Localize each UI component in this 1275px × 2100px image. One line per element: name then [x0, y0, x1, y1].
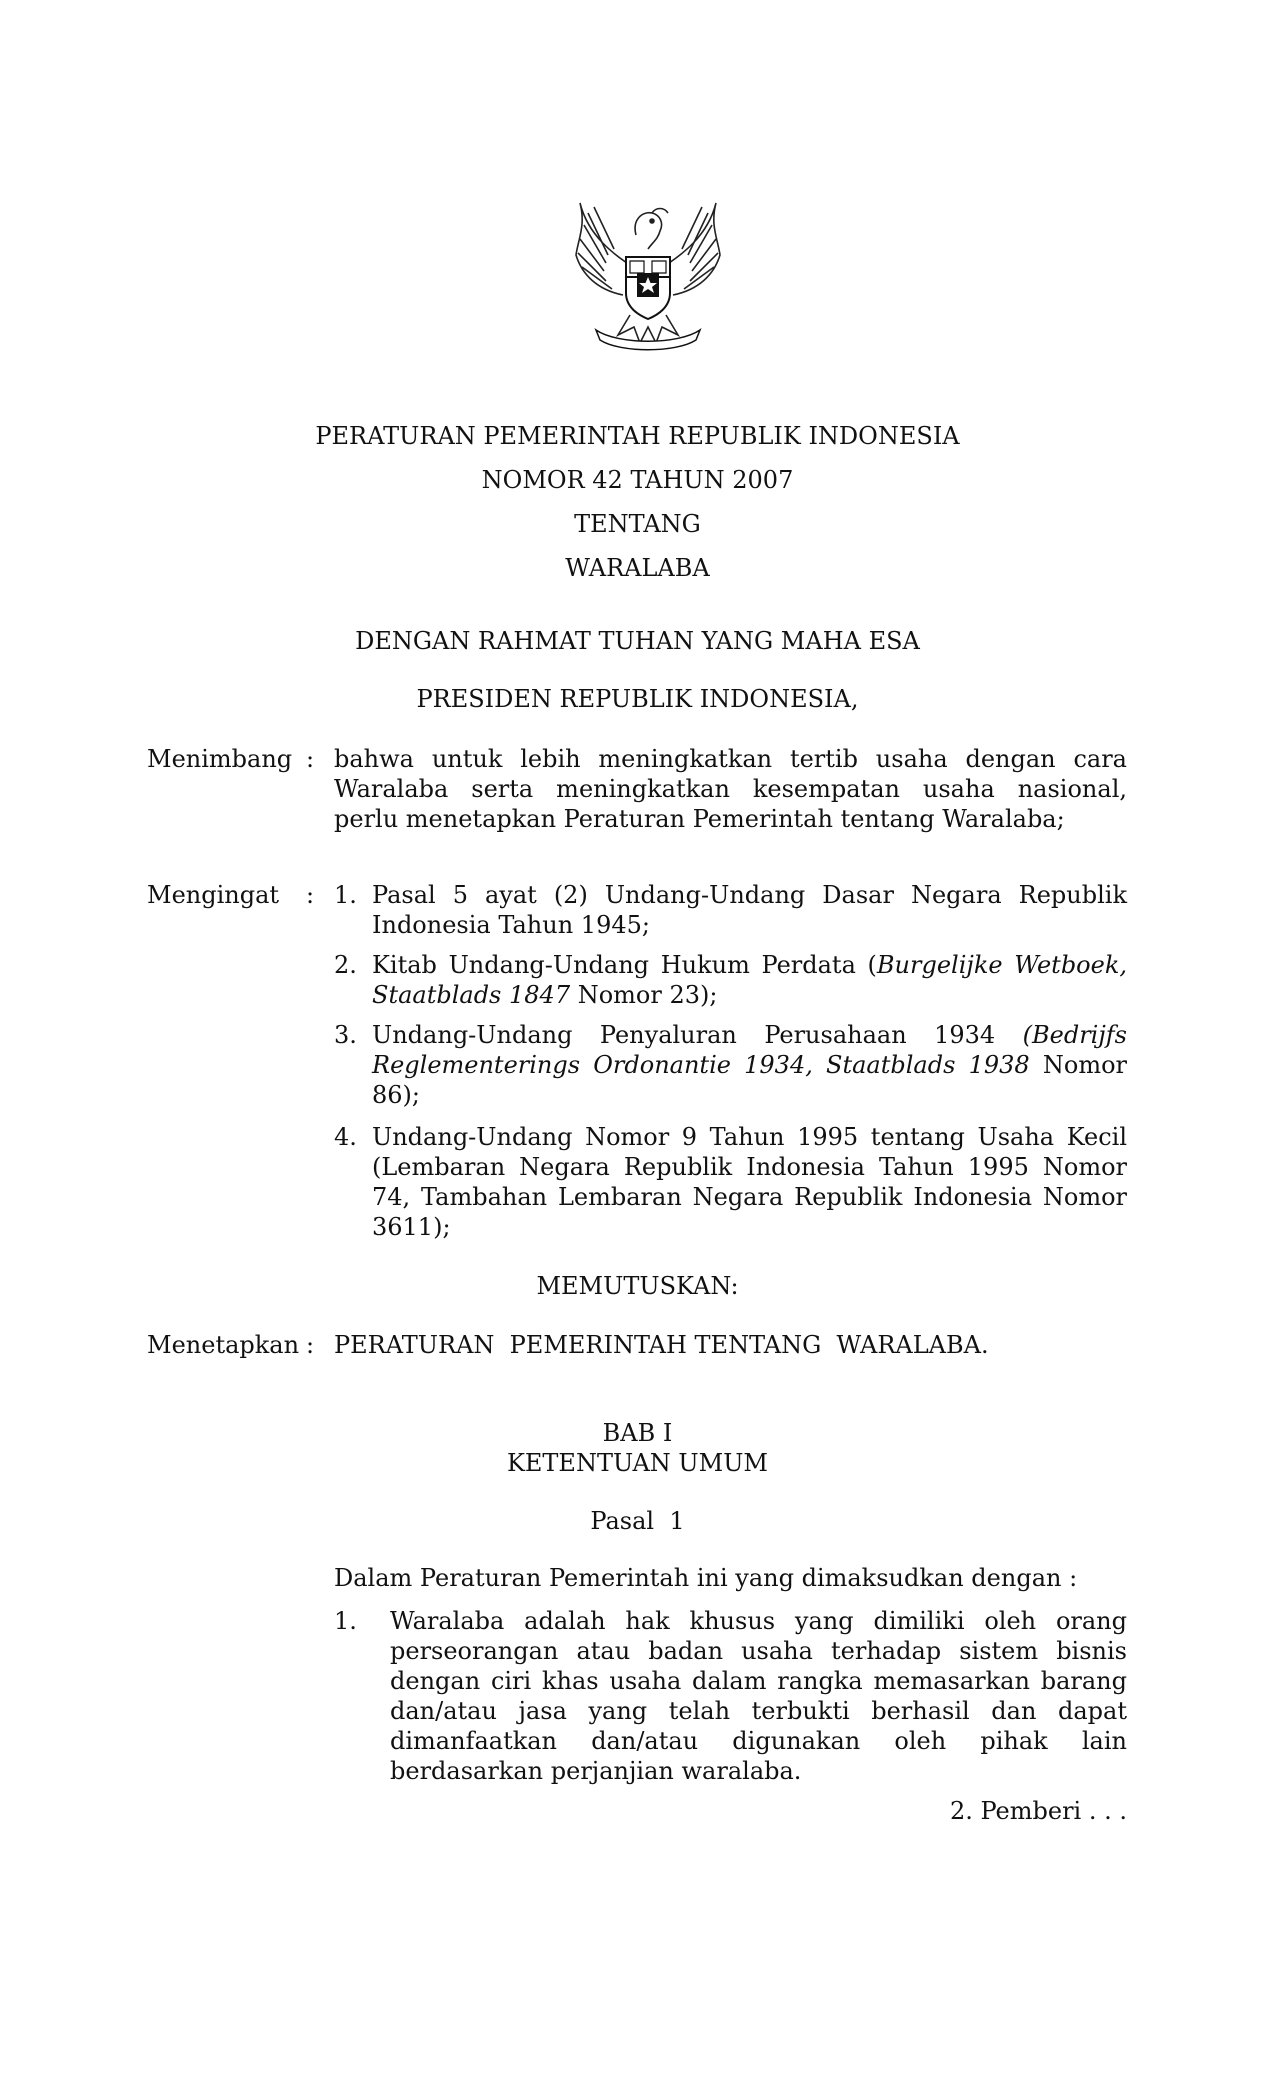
title-line-3: TENTANG	[574, 510, 701, 538]
pasal-intro: Dalam Peraturan Pemerintah ini yang dimaksudkan dengan :	[334, 1564, 1078, 1592]
mengingat-item-number: 2.	[334, 951, 357, 979]
definition-line: dan/atau jasa yang telah terbukti berhasil dan dapat	[390, 1697, 1127, 1725]
mengingat-item-number: 1.	[334, 881, 357, 909]
memutuskan-heading: MEMUTUSKAN:	[536, 1272, 739, 1300]
definition-line: dimanfaatkan dan/atau digunakan oleh pihak lain	[390, 1727, 1127, 1755]
mengingat-italic-text: Burgelijke Wetboek,	[876, 951, 1128, 979]
mengingat-label: Mengingat	[147, 881, 280, 909]
title-line-1: PERATURAN PEMERINTAH REPUBLIK INDONESIA	[315, 422, 960, 450]
definition-line: perseorangan atau badan usaha terhadap sistem bisnis	[390, 1637, 1127, 1665]
menimbang-line: Waralaba serta meningkatkan kesempatan usaha nasional,	[334, 775, 1127, 803]
invocation: DENGAN RAHMAT TUHAN YANG MAHA ESA	[355, 627, 920, 655]
menetapkan-colon: :	[306, 1331, 315, 1359]
president-heading: PRESIDEN REPUBLIK INDONESIA,	[416, 685, 859, 713]
mengingat-italic-text: Staatblads 1847	[372, 981, 571, 1009]
mengingat-italic-text: (Bedrijfs	[1022, 1021, 1127, 1049]
mengingat-item	[372, 880, 1127, 940]
definition-line: Waralaba adalah hak khusus yang dimiliki oleh orang	[390, 1607, 1127, 1635]
mengingat-line: Indonesia Tahun 1945;	[372, 911, 650, 939]
definition-number: 1.	[334, 1607, 357, 1635]
mengingat-colon: :	[306, 881, 315, 909]
mengingat-item	[372, 1122, 1127, 1242]
mengingat-text: Nomor 23);	[570, 981, 718, 1009]
mengingat-item-number: 3.	[334, 1021, 357, 1049]
mengingat-italic-text: Reglementerings Ordonantie 1934, Staatblads 1938	[372, 1051, 1030, 1079]
mengingat-item	[372, 950, 1127, 1010]
bab-subtitle: KETENTUAN UMUM	[506, 1449, 769, 1477]
mengingat-item-number: 4.	[334, 1123, 357, 1151]
mengingat-text: Nomor	[1029, 1051, 1128, 1079]
mengingat-line: (Lembaran Negara Republik Indonesia Tahun 1995 Nomor	[372, 1153, 1127, 1181]
menetapkan-text: PERATURAN PEMERINTAH TENTANG WARALABA.	[334, 1331, 989, 1359]
menimbang-text	[334, 744, 1127, 834]
mengingat-line: 3611);	[372, 1213, 451, 1241]
mengingat-text: Undang-Undang Penyaluran Perusahaan 1934	[372, 1021, 1023, 1049]
mengingat-line	[372, 1020, 1127, 1050]
definition-item	[390, 1606, 1127, 1786]
mengingat-line: Undang-Undang Nomor 9 Tahun 1995 tentang Usaha Kecil	[372, 1123, 1127, 1151]
page-continuation: 2. Pemberi . . .	[949, 1797, 1127, 1825]
mengingat-line	[372, 1050, 1127, 1080]
mengingat-text: Kitab Undang-Undang Hukum Perdata (	[372, 951, 877, 979]
mengingat-item	[372, 1020, 1127, 1110]
menimbang-line: bahwa untuk lebih meningkatkan tertib usaha dengan cara	[334, 745, 1127, 773]
mengingat-line: 86);	[372, 1081, 420, 1109]
bab-title: BAB I	[602, 1419, 673, 1447]
menimbang-line: perlu menetapkan Peraturan Pemerintah tentang Waralaba;	[334, 805, 1065, 833]
mengingat-line: 74, Tambahan Lembaran Negara Republik Indonesia Nomor	[372, 1183, 1127, 1211]
pasal-heading: Pasal 1	[590, 1507, 685, 1535]
menetapkan-label: Menetapkan	[147, 1331, 300, 1359]
title-line-4: WARALABA	[565, 554, 710, 582]
menimbang-colon: :	[306, 745, 315, 773]
definition-line: dengan ciri khas usaha dalam rangka memasarkan barang	[390, 1667, 1127, 1695]
mengingat-line	[372, 950, 1127, 980]
garuda-emblem-icon	[568, 195, 728, 360]
mengingat-line: Pasal 5 ayat (2) Undang-Undang Dasar Negara Republik	[372, 881, 1127, 909]
definition-line: berdasarkan perjanjian waralaba.	[390, 1757, 802, 1785]
mengingat-line	[372, 980, 1127, 1010]
title-line-2: NOMOR 42 TAHUN 2007	[481, 466, 794, 494]
menimbang-label: Menimbang	[147, 745, 293, 773]
